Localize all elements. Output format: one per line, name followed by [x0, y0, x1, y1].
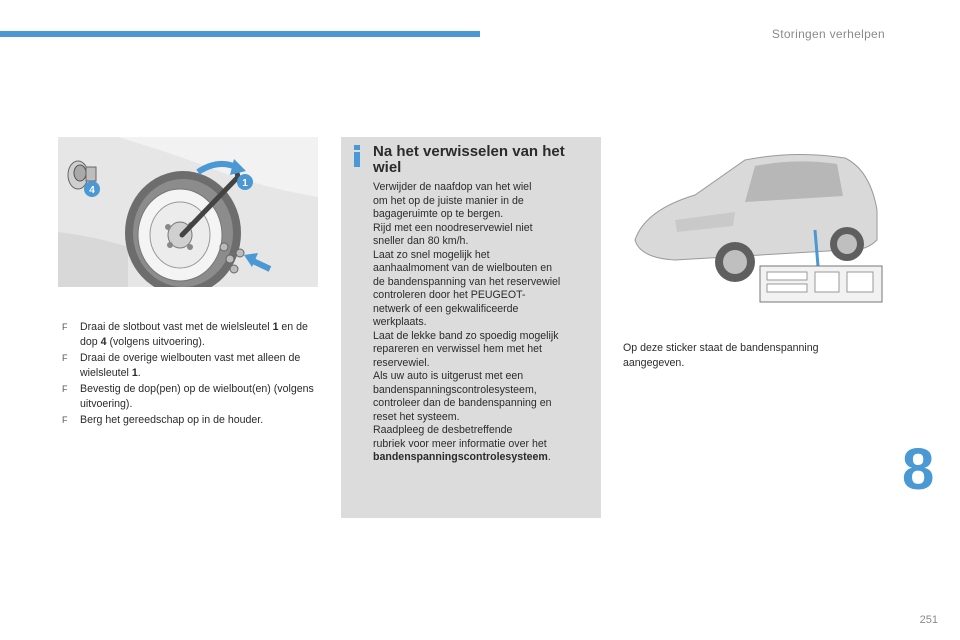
step-text: Berg het gereedschap op in de houder. [80, 414, 264, 426]
step-text: 4 [100, 336, 107, 348]
step-text: en de dop [80, 321, 308, 348]
step-list [62, 320, 322, 429]
info-line: repareren en verwissel hem met het [373, 343, 542, 355]
info-line: om het op de juiste manier in de [373, 194, 524, 207]
info-title: Na het verwisselen van het wiel [373, 143, 565, 176]
car-sticker-illustration [615, 140, 885, 305]
info-line: reset het systeem. [373, 410, 460, 423]
step-item [62, 351, 322, 381]
step-item [62, 382, 322, 412]
info-icon [353, 145, 361, 167]
info-line: sneller dan 80 km/h. [373, 235, 469, 247]
info-line: aanhaalmoment van de wielbouten en [373, 262, 553, 274]
bullet-marker: F [62, 353, 68, 363]
sticker-caption: Op deze sticker staat de bandenspanning aangegeven. [623, 342, 819, 369]
info-line: netwerk of een gekwalificeerde [373, 302, 519, 315]
step-text: 1 [272, 321, 279, 333]
header-accent-bar [0, 31, 480, 37]
info-line: controleren door het PEUGEOT- [373, 289, 526, 301]
step-item [62, 413, 322, 428]
info-line: Raadpleeg de desbetreffende [373, 424, 513, 436]
info-line: Laat de lekke band zo spoedig mogelijk [373, 329, 559, 342]
step-text: 1 [131, 367, 138, 379]
chapter-number: 8 [902, 437, 935, 502]
step-text: (volgens uitvoering). [106, 336, 205, 348]
bullet-marker: F [62, 384, 68, 394]
step-item [62, 320, 322, 350]
step-text: Draai de overige wielbouten vast met alleen de wielsleutel [80, 352, 301, 379]
info-body [373, 181, 597, 465]
step-text: . [137, 367, 141, 379]
info-line-tail: . [547, 451, 551, 463]
info-line: controleer dan de bandenspanning en [373, 397, 552, 409]
info-line: Rijd met een noodreservewiel niet [373, 221, 533, 234]
callout-4: 4 [89, 185, 95, 196]
info-line: bandenspanningscontrolesysteem, [373, 383, 537, 396]
section-title: Storingen verhelpen [771, 27, 885, 41]
info-bold-term: bandenspanningscontrolesysteem [373, 451, 548, 463]
info-line [373, 451, 597, 465]
info-line: rubriek voor meer informatie over het [373, 437, 547, 450]
info-line: Laat zo snel mogelijk het [373, 248, 490, 261]
info-box [341, 137, 601, 518]
bullet-marker: F [62, 415, 68, 425]
bullet-marker: F [62, 322, 68, 332]
info-line: de bandenspanning van het reservewiel [373, 275, 561, 288]
step-text: Draai de slotbout vast met de wielsleutel [80, 321, 273, 333]
info-line: reservewiel. [373, 356, 430, 369]
wheel-wrench-illustration [58, 137, 318, 287]
info-line: werkplaats. [373, 316, 427, 328]
info-line: Als uw auto is uitgerust met een [373, 370, 524, 382]
info-line: bagageruimte op te bergen. [373, 208, 504, 220]
callout-1: 1 [242, 178, 248, 189]
page-number: 251 [919, 614, 938, 626]
step-text: Bevestig de dop(pen) op de wielbout(en) (volgens uitvoering). [80, 383, 314, 410]
info-line: Verwijder de naafdop van het wiel [373, 181, 532, 193]
